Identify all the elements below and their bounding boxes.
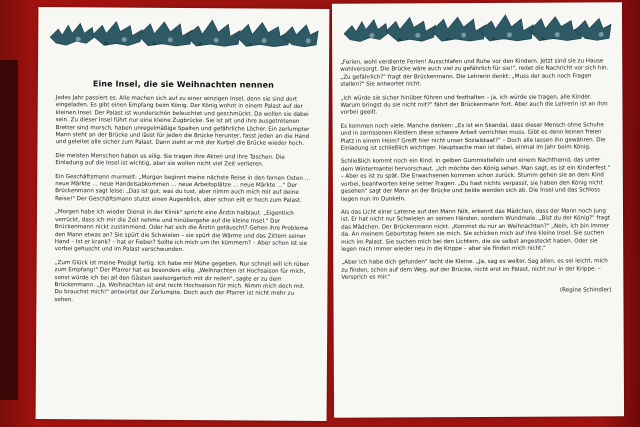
story-title: Eine Insel, die sie Weihnachten nennen <box>92 79 274 90</box>
paragraph: Schließlich kommt noch ein Kind. In gelben Gummistiefeln und einem Nachthemd, das unter dem Wintermantel hervorschaut. „Ich möchte den König sehen. Man sagt, es ist ein Kinderfest." – Aber es ist zu spät. Die Erwachsenen kommen schon zurück. Stumm gehen sie an dem Kind vorbei, beantworten keine seiner Fragen. „Du hast nichts verpasst, sie haben den König nicht gesehen" sagt der Mann an der Brücke und beide wenden sich ab. Die Insel und das Schloss liegen nun im Dunkeln. <box>340 157 611 203</box>
dark-frame-edge <box>0 60 18 400</box>
author-signature: (Regine Schindler) <box>559 286 612 294</box>
right-page-text <box>340 58 611 301</box>
paragraph: Als das Licht einer Laterne auf den Mann fällt, erkennt das Mädchen, dass der Mann noch jung ist. Er hat nicht nur Schwielen an seinen Händen, sondern Wundmale. „Bist du der König?" fragt das Mädchen. Der Brückenmann nickt. „Kommst du nur an Weihnachten?" „Nein, ich bin immer da. An meinem Geburtstag feiern sie mich. Sie schicken mich auf ihre kleine Insel. Sie suchen mich im Palast. Sie suchen mich bei den Lichtern, die sie selbst angesteckt haben. Oder sie legen mich immer wieder neu in die Krippe – aber sie finden mich nicht." <box>340 208 610 253</box>
paragraph: „Zum Glück ist meine Predigt fertig. Ich habe mir Mühe gegeben. Nur schnell will ich rüber zum Empfang!" Der Pfarrer hat es besonders eilig. „Weihnachten ist Hochsaison für mich, sonst würde ich bei all den Gästen seelsorgerlich mit dir reden", sagte er zu dem Brückenmann. „Ja, Weihnachten ist erst recht Hochsaison für mich. Nimm mich doch mit. Du brauchst mich!" antwortet der Zerlumpte. Doch auch der Pfarrer ist nicht mehr zu sehen. <box>54 259 309 303</box>
paragraph: „Morgen habe ich wieder Dienst in der Klinik" spricht eine Ärztin halblaut. „Eigentlich verrückt, dass ich mir die Zeit nehme und hinübergehe auf die kleine Insel." Der Brückenmann nickt zustimmend. Oder hat sich die Ärztin getäuscht? Gehen ihre Probleme den Mann etwas an? Sie spürt die Schwielen – sie spürt die Wärme und das Zittern seiner Hand – Ist er krank? – hat er Fieber? Sollte ich mich um ihn kümmern? – Aber schon ist sie vorbei gehuscht und im Palast verschwunden. <box>54 209 309 254</box>
paragraph: Es kommen noch viele. Manche denken: „Es ist ein Skandal, dass dieser Mensch ohne Schuhe und in zerrissenen Kleidern diese schwere Arbeit verrichten muss. Gibt es denn keinen freien Platz in einem Heim? Greift hier nicht unser Sozialstaat?" – Doch alle lassen ihn gewähren. Die Einladung ist schließlich wichtiger. Hauptsache man ist dabei, einmal im Jahr beim König. <box>340 122 606 152</box>
paragraph: Jedes Jahr passiert es. Alle machen sich auf zu einer winzigen Insel, denn sie sind dort eingeladen. Es gibt einen Empfang beim König. Der König wohnt in einem Palast auf der kleinen Insel. Der Palast ist wunderschön beleuchtet und geschmückt. Da wollen sie dabei sein. Zu dieser Insel führt nur eine kleine Zugbrücke. Sie ist alt und ihre ausgetretenen Bretter sind morsch, haben unregelmäßige Spalten und gefährliche Löcher. Ein zerlumpter Mann steht an der Brücke und lässt für jeden die Brücke herunter, fasst jeden an die Hand und geleitet alle sicher zum Palast. Dann zieht er mit der Kurbel die Brücke wieder hoch. <box>55 95 310 148</box>
right-page <box>332 2 624 418</box>
paragraph: „Ich würde sie sicher hinüber führen und festhalten – ja, ich würde sie tragen, alle Kinder. Warum bringst du sie nicht mit?" fährt der Brückenmann fort. Aber auch die Lehrerin ist an ihm vorbei geeilt. <box>340 94 608 117</box>
pine-garland-illustration <box>46 13 321 59</box>
paragraph: Ein Geschäftsmann murmelt: „Morgen beginnt meine nächste Reise in den fernen Osten … neue Märkte … neue Handelsabkommen … neue Arbeitsplätze … neue Märkte …" Der Brückenmann sagt leise: „Das ist gut, was du tust, aber nimm auch mich mit auf deine Reise!" Der Geschäftsmann stutzt einen Augenblick, aber schon eilt er hoch zum Palast. <box>55 173 311 204</box>
left-page <box>36 7 330 421</box>
left-page-text <box>54 95 314 312</box>
paragraph: Die meisten Menschen haben es eilig. Sie tragen ihre Akten und ihre Taschen. Die Einladung auf die Insel ist wichtig, aber sie wollen nicht viel Zeit verlieren. <box>55 152 285 168</box>
pine-garland-illustration <box>340 8 614 53</box>
paragraph: „Aber ich habe dich gefunden" lacht die Kleine. „Ja, sag es weiter. Sag allen, es sei leicht, mich zu finden, schon auf dem Weg, auf der Brücke, nicht erst im Palast, nicht nur in der Krippe. – Versprich es mir." <box>341 258 608 281</box>
paragraph: „Ferien, wohl verdiente Ferien! Ausschlafen und Ruhe vor den Kindern. Jetzt sind sie zu Hause wohlversorgt. Die Brücke wäre auch viel zu gefährlich für sie!", redet die Nachricht vor sich hin. „Zu gefährlich?" fragt der Brückenmann. Die Lehrerin denkt: „Muss der auch noch Fragen stellen?" Sie antwortet nicht. <box>340 58 609 88</box>
